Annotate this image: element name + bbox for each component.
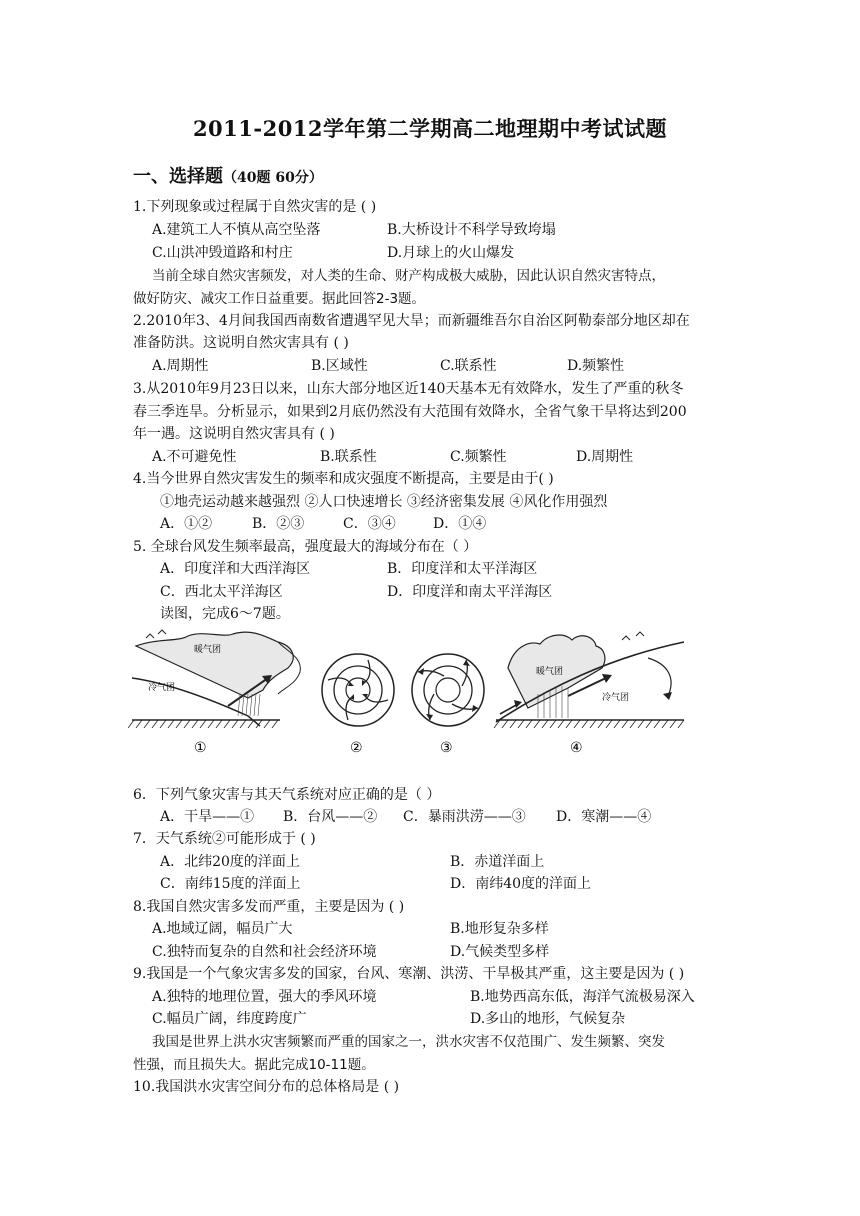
- intro-2-3-line1: 当前全球自然灾害频发，对人类的生命、财产构成极大威胁，因此认识自然灾害特点，: [152, 268, 665, 284]
- q2-stem-line2: 准备防洪。这说明自然灾害具有 ( ): [133, 335, 349, 351]
- figure-label-3: ③: [440, 740, 453, 756]
- q3-option-d: D.周期性: [576, 449, 634, 465]
- figure-label-2: ②: [350, 740, 363, 756]
- q4-option-a: A．①②: [160, 516, 213, 532]
- q9-option-b: B.地势西高东低，海洋气流极易深入: [470, 989, 695, 1005]
- q7-option-b: B．赤道洋面上: [450, 854, 545, 870]
- q5-option-a: A．印度洋和大西洋海区: [160, 561, 311, 577]
- q2-option-d: D.频繁性: [567, 358, 625, 374]
- q3-option-a: A.不可避免性: [152, 449, 237, 465]
- diagram-4: [494, 632, 684, 728]
- q1-stem: 1.下列现象或过程属于自然灾害的是 ( ): [133, 199, 377, 215]
- q1-option-d: D.月球上的火山爆发: [387, 245, 515, 261]
- q3-stem-line2: 春三季连旱。分析显示，如果到2月底仍然没有大范围有效降水，全省气象干旱将达到200: [133, 404, 687, 420]
- q8-option-b: B.地形复杂多样: [450, 921, 549, 937]
- q9-option-d: D.多山的地形，气候复杂: [470, 1011, 626, 1027]
- q3-stem-line1: 3.从2010年9月23日以来，山东大部分地区近140天基本无有效降水，发生了严重的秋冬: [133, 381, 684, 397]
- q8-option-d: D.气候类型多样: [450, 944, 550, 960]
- diagram-3: [412, 654, 484, 726]
- q1-option-b: B.大桥设计不科学导致垮塌: [387, 222, 556, 238]
- q4-stem: 4.当今世界自然灾害发生的频率和成灾强度不断提高，主要是由于( ): [133, 471, 554, 487]
- warm-air-label-4: 暖气团: [536, 667, 564, 677]
- q5-option-b: B．印度洋和太平洋海区: [387, 561, 538, 577]
- q2-stem-line1: 2.2010年3、4月间我国西南数省遭遇罕见大旱；而新疆维吾尔自治区阿勒泰部分地区却在: [133, 313, 690, 329]
- section-heading: [133, 162, 323, 188]
- q9-option-c: C.幅员广阔，纬度跨度广: [152, 1011, 307, 1027]
- q9-stem: 9.我国是一个气象灾害多发的国家，台风、寒潮、洪涝、干旱极其严重，这主要是因为 ( ): [133, 966, 685, 982]
- q5-option-c: C．西北太平洋海区: [160, 584, 283, 600]
- q5-option-d: D．印度洋和南太平洋海区: [387, 584, 553, 600]
- diagram-2: [322, 654, 394, 726]
- q6-option-c: C．暴雨洪涝——③: [403, 809, 526, 825]
- q3-stem-line3: 年一遇。这说明自然灾害具有 ( ): [133, 426, 335, 442]
- intro-10-11-line1: 我国是世界上洪水灾害频繁而严重的国家之一，洪水灾害不仅范围广、发生频繁、突发: [152, 1034, 665, 1050]
- q5-stem: 5. 全球台风发生频率最高，强度最大的海域分布在（ ）: [133, 539, 478, 555]
- cold-air-label-1: 冷气团: [148, 683, 176, 693]
- q2-option-c: C.联系性: [440, 358, 497, 374]
- q6-option-b: B．台风——②: [283, 809, 378, 825]
- q4-statements: ①地壳运动越来越强烈 ②人口快速增长 ③经济密集发展 ④风化作用强烈: [160, 494, 608, 510]
- q4-option-b: B．②③: [252, 516, 305, 532]
- q1-option-a: A.建筑工人不慎从高空坠落: [152, 222, 321, 238]
- q10-stem: 10.我国洪水灾害空间分布的总体格局是 ( ): [133, 1079, 400, 1095]
- q7-option-d: D．南纬40度的洋面上: [450, 876, 592, 892]
- q6-option-a: A．干旱——①: [160, 809, 255, 825]
- q7-stem: 7．天气系统②可能形成于 ( ): [133, 831, 316, 847]
- page-title: 2011-2012学年第二学期高二地理期中考试试题: [192, 116, 668, 141]
- intro-2-3-line2: 做好防灾、减灾工作日益重要。据此回答2-3题。: [133, 291, 426, 307]
- section-heading-sub: （40题 60分）: [223, 170, 323, 186]
- q1-option-c: C.山洪冲毁道路和村庄: [152, 245, 293, 261]
- q4-option-c: C．③④: [343, 516, 396, 532]
- section-heading-text: 一、选择题: [133, 166, 223, 187]
- q3-option-c: C.频繁性: [450, 449, 507, 465]
- diagram-1: [128, 630, 300, 728]
- q6-option-d: D．寒潮——④: [556, 809, 652, 825]
- q7-option-c: C．南纬15度的洋面上: [160, 876, 301, 892]
- figure-label-4: ④: [570, 740, 583, 756]
- figure-label-1: ①: [194, 740, 207, 756]
- weather-systems-figure: [128, 628, 688, 760]
- figure-instruction: 读图，完成6～7题。: [160, 606, 290, 622]
- q8-option-c: C.独特而复杂的自然和社会经济环境: [152, 944, 377, 960]
- q9-option-a: A.独特的地理位置，强大的季风环境: [152, 989, 377, 1005]
- q7-option-a: A．北纬20度的洋面上: [160, 854, 300, 870]
- cold-air-label-4: 冷气团: [602, 693, 630, 703]
- q8-stem: 8.我国自然灾害多发而严重，主要是因为 ( ): [133, 899, 405, 915]
- q3-option-b: B.联系性: [320, 449, 377, 465]
- intro-10-11-line2: 性强，而且损失大。据此完成10-11题。: [133, 1057, 375, 1073]
- warm-air-label-1: 暖气团: [194, 645, 222, 655]
- q8-option-a: A.地域辽阔，幅员广大: [152, 921, 293, 937]
- q6-stem: 6．下列气象灾害与其天气系统对应正确的是（ ）: [133, 787, 441, 803]
- q2-option-a: A.周期性: [152, 358, 209, 374]
- q4-option-d: D．①④: [433, 516, 487, 532]
- q2-option-b: B.区域性: [311, 358, 368, 374]
